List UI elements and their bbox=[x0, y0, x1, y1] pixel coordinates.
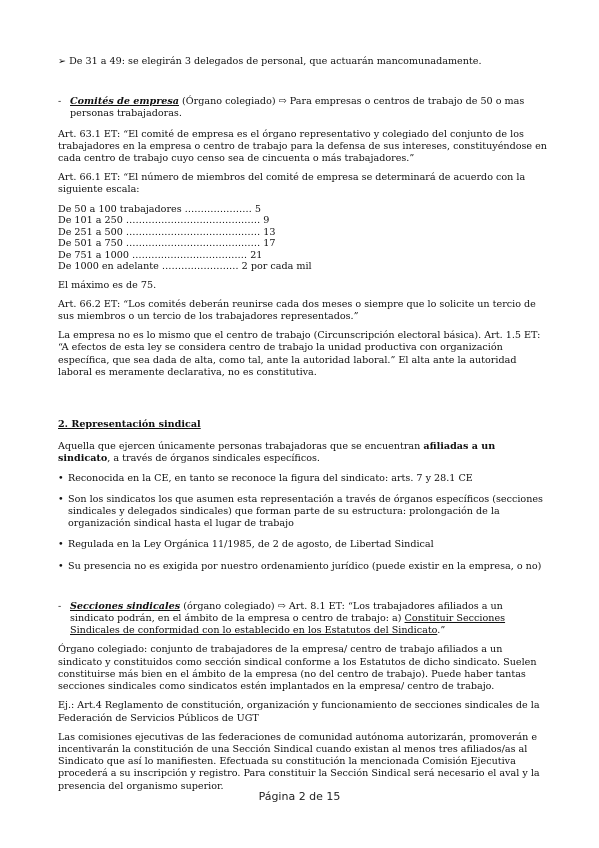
comites-title: Comités de empresa bbox=[70, 96, 179, 108]
list-item: • Su presencia no es exigida por nuestro ordenamiento jurídico (puede existir en la empresa, o no) bbox=[58, 560, 542, 572]
art-63-1: Art. 63.1 ET: “El comité de empresa es el órgano representativo y colegiado del conjunto de los trabajadores en la empresa o centro de trabajo para la defensa de sus intereses, constituyéndose en cada centro de trabajo cuyo censo sea de cincuenta o más trabajadores.” bbox=[58, 128, 547, 165]
arrow-right-icon: ⇨ bbox=[277, 600, 286, 612]
comites-item bbox=[58, 96, 548, 120]
section-intro: Aquella que ejercen únicamente personas trabajadoras que se encuentran afiliadas a un sindicato, a través de órganos sindicales específicos. bbox=[58, 441, 496, 465]
list-item: • Son los sindicatos los que asumen esta representación a través de órganos específicos (secciones sindicales y delegados sindicales) que forman parte de su estructura: prolongación de la organización sindical hasta el lugar de trabajo bbox=[58, 493, 543, 530]
comites-rest: Para empresas o centros de trabajo de 50 o mas personas trabajadoras. bbox=[70, 96, 525, 120]
secciones-item: - Secciones sindicales (órgano colegiado) ⇨ Art. 8.1 ET: “Los trabajadores afiliados a un sindicato podrán, en el ámbito de la empresa o centro de trabajo: a) Constituir Secciones Sindicales de conformidad con lo establecido en los Estatutos del Sindicato.” bbox=[58, 600, 506, 637]
bullet-icon: • bbox=[58, 539, 64, 551]
scale-row: De 501 a 750 …………………………………… 17 bbox=[58, 238, 276, 250]
delegados-line: ➢ De 31 a 49: se elegirán 3 delegados de personal, que actuarán mancomunadamente. bbox=[58, 56, 482, 67]
organo-colegiado: Órgano colegiado: conjunto de trabajadores de la empresa/ centro de trabajo afiliados a un sindicato y constituidos como sección sindical conforme a los Estatutos de dicho sindicato. Suelen constituirse más bien en el ámbito de la empresa (no del centro de trabajo). Puede haber tantas secciones sindicales como sindicatos estén implantados en la empresa/ centro de trabajo. bbox=[58, 644, 537, 693]
scale-row: De 251 a 500 …………………………………… 13 bbox=[58, 226, 276, 238]
secciones-title: Secciones sindicales bbox=[70, 600, 181, 612]
example-note: Ej.: Art.4 Reglamento de constitución, organización y funcionamiento de secciones sindicales de la Federación de Servicios Públicos de UGT bbox=[58, 700, 540, 724]
afiliados-bold: afiliadas a un sindicato bbox=[58, 441, 496, 465]
bullet-icon: • bbox=[58, 560, 64, 572]
list-item: • Regulada en la Ley Orgánica 11/1985, de 2 de agosto, de Libertad Sindical bbox=[58, 539, 434, 551]
bullet-icon: • bbox=[58, 472, 64, 484]
comites-title-suffix: (Órgano colegiado) bbox=[179, 96, 279, 108]
list-item: • Reconocida en la CE, en tanto se reconoce la figura del sindicato: arts. 7 y 28.1 CE bbox=[58, 472, 473, 484]
document-page bbox=[58, 56, 548, 800]
secciones-underlined: Constituir Secciones Sindicales de conformidad con lo establecido en los Estatutos del Sindicato bbox=[70, 613, 506, 637]
dash-marker: - bbox=[58, 96, 62, 108]
scale-row: De 1000 en adelante …………………… 2 por cada mil bbox=[58, 261, 312, 273]
section-heading: 2. Representación sindical bbox=[58, 419, 201, 431]
max-note: El máximo es de 75. bbox=[58, 279, 157, 291]
scale-row: De 751 a 1000 ……………………………… 21 bbox=[58, 249, 263, 261]
arrow-right-icon: ⇨ bbox=[278, 96, 287, 108]
dash-marker: - bbox=[58, 600, 62, 612]
art-66-1: Art. 66.1 ET: “El número de miembros del comité de empresa se determinará de acuerdo con la siguiente escala: bbox=[58, 172, 526, 196]
page-number: Página 2 de 15 bbox=[258, 790, 341, 803]
members-scale bbox=[58, 204, 548, 273]
art-66-2: Art. 66.2 ET: “Los comités deberán reunirse cada dos meses o siempre que lo solicite un tercio de sus miembros o un tercio de los trabajadores representados.” bbox=[58, 298, 536, 323]
empresa-note: La empresa no es lo mismo que el centro de trabajo (Circunscripción electoral básica). Art. 1.5 ET: “A efectos de esta ley se considera centro de trabajo la unidad productiva con organización específica, que sea dada de alta, como tal, ante la autoridad laboral.” El alta ante la autoridad laboral es meramente declarativa, no es constitutiva. bbox=[58, 330, 541, 378]
scale-row: De 101 a 250 …………………………………… 9 bbox=[58, 215, 270, 227]
scale-row: De 50 a 100 trabajadores ………………… 5 bbox=[58, 203, 261, 215]
bullet-icon: • bbox=[58, 493, 64, 505]
comisiones-note: Las comisiones ejecutivas de las federaciones de comunidad autónoma autorizarán, promoverán e incentivarán la constitución de una Sección Sindical cuando existan al menos tres afiliados/as al Sindicato que así lo manifiesten. Efectuada su constitución la mencionada Comisión Ejecutiva procederá a su inscripción y registro. Para constituir la Sección Sindical será necesario el aval y la presencia del organismo superior. bbox=[58, 731, 540, 792]
